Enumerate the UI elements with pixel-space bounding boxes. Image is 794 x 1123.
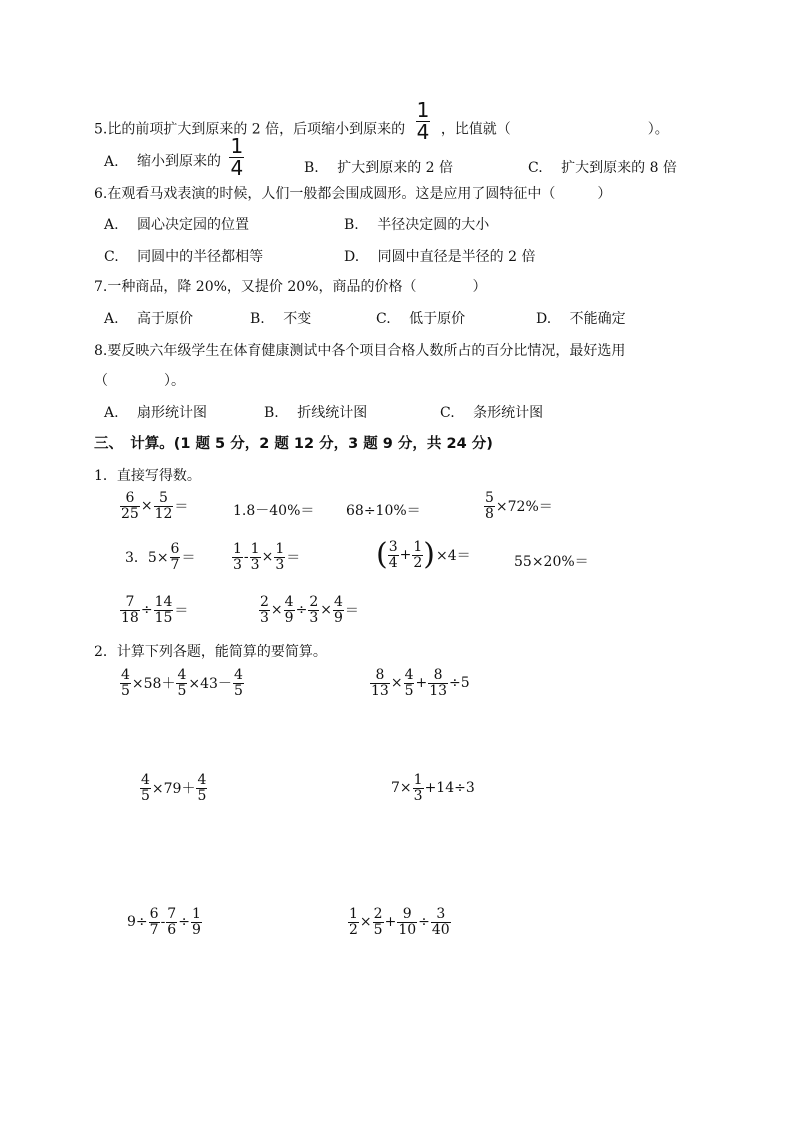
q6-option-c[interactable]: C. 同圆中的半径都相等: [104, 249, 264, 265]
q5-option-b[interactable]: B. 扩大到原来的 2 倍: [304, 160, 454, 176]
oral-expression-8: 55×20%＝: [514, 554, 589, 570]
q6-option-a[interactable]: A. 圆心决定园的位置: [104, 217, 250, 233]
fraction: $\frac{4}{5}$: [197, 772, 207, 804]
oral-expression-4: $\frac{5}{8}$ ×72%＝: [485, 490, 553, 522]
fraction: $\frac{1}{9}$: [191, 906, 201, 938]
fraction: $\frac{3}{40}$: [431, 906, 450, 938]
calc-problem-4: 7× $\frac{1}{3}$ +14÷3: [391, 772, 475, 804]
q7-option-a[interactable]: A. 高于原价: [104, 311, 194, 327]
question-8-text: 8.要反映六年级学生在体育健康测试中各个项目合格人数所占的百分比情况，最好选用: [94, 343, 626, 359]
calc-problem-2: $\frac{8}{13}$ × $\frac{4}{5}$ + $\frac{8}{13}$ ÷5: [371, 667, 470, 699]
fraction: $\frac{6}{7}$: [149, 906, 159, 938]
q7-option-c[interactable]: C. 低于原价: [376, 311, 466, 327]
fraction: $\frac{5}{12}$: [154, 490, 173, 522]
q5-option-a[interactable]: A. 缩小到原来的 $\frac{1}{4}$: [104, 134, 244, 180]
subsection-1-title: 1．直接写得数。: [94, 468, 201, 484]
fraction: $\frac{3}{4}$: [388, 539, 398, 571]
fraction: $\frac{6}{7}$: [170, 541, 180, 573]
q6-option-b[interactable]: B. 半径决定圆的大小: [344, 217, 490, 233]
oral-expression-3: 68÷10%＝: [346, 503, 421, 519]
fraction: $\frac{6}{25}$: [121, 490, 139, 522]
fraction: $\frac{4}{5}$: [404, 667, 414, 699]
oral-expression-7: ( $\frac{3}{4}$ + $\frac{1}{2}$ )×4＝: [376, 537, 471, 573]
fraction: $\frac{1}{3}$: [233, 541, 242, 573]
fraction: $\frac{4}{9}$: [284, 594, 294, 626]
question-6-text: 6.在观看马戏表演的时候，人们一般都会围成圆形。这是应用了圆特征中（ ）: [94, 186, 612, 202]
fraction: $\frac{4}{9}$: [333, 594, 343, 626]
q7-option-d[interactable]: D. 不能确定: [536, 311, 626, 327]
question-5-text: 5.比的前项扩大到原来的 2 倍，后项缩小到原来的: [94, 121, 406, 138]
calc-problem-3: $\frac{4}{5}$ ×79＋ $\frac{4}{5}$: [141, 772, 207, 804]
q8-option-c[interactable]: C. 条形统计图: [440, 405, 544, 421]
fraction: $\frac{1}{3}$: [275, 541, 285, 573]
fraction: $\frac{4}{5}$: [177, 667, 187, 699]
fraction: $\frac{2}{3}$: [309, 594, 319, 626]
fraction: $\frac{2}{5}$: [373, 906, 383, 938]
oral-expression-9: $\frac{7}{18}$ ÷ $\frac{14}{15}$ ＝: [121, 594, 189, 626]
fraction: $\frac{7}{18}$: [121, 594, 139, 626]
question-5: 5.比的前项扩大到原来的 2 倍，后项缩小到原来的 $\frac{1}{4}$ ，比值就（ ）。: [94, 98, 669, 144]
calc-problem-1: $\frac{4}{5}$ ×58＋ $\frac{4}{5}$ ×43－ $\frac{4}{5}$: [121, 667, 243, 699]
oral-expression-1: $\frac{6}{25}$ × $\frac{5}{12}$ ＝: [121, 490, 189, 522]
calc-problem-6: $\frac{1}{2}$ × $\frac{2}{5}$ + $\frac{9}{10}$ ÷ $\frac{3}{40}$: [349, 906, 450, 938]
fraction: $\frac{14}{15}$: [154, 594, 173, 626]
oral-expression-10: $\frac{2}{3}$ × $\frac{4}{9}$ ÷ $\frac{2}{3}$ × $\frac{4}{9}$ ＝: [260, 594, 359, 626]
fraction: $\frac{2}{3}$: [260, 594, 269, 626]
answer-blank[interactable]: （ ）。: [94, 373, 185, 389]
fraction: $\frac{1}{3}$: [413, 772, 423, 804]
fraction: $\frac{1}{3}$: [250, 541, 260, 573]
calc-problem-5: 9÷ $\frac{6}{7}$ - $\frac{7}{6}$ ÷ $\frac{1}{9}$: [127, 906, 201, 938]
q8-option-a[interactable]: A. 扇形统计图: [104, 405, 208, 421]
fraction-one-quarter: $\frac{1}{4}$: [230, 134, 244, 180]
oral-expression-2: 1.8－40%＝: [233, 503, 315, 519]
fraction: $\frac{1}{2}$: [349, 906, 358, 938]
fraction: $\frac{7}{6}$: [167, 906, 177, 938]
fraction: $\frac{4}{5}$: [233, 667, 243, 699]
q7-option-b[interactable]: B. 不变: [250, 311, 312, 327]
subsection-2-title: 2．计算下列各题，能简算的要简算。: [94, 644, 327, 660]
q8-option-b[interactable]: B. 折线统计图: [264, 405, 368, 421]
fraction: $\frac{5}{8}$: [485, 490, 494, 522]
fraction: $\frac{1}{2}$: [413, 539, 423, 571]
oral-expression-6: $\frac{1}{3}$ - $\frac{1}{3}$ × $\frac{1}{3}$ ＝: [233, 541, 301, 573]
fraction-one-quarter: $\frac{1}{4}$: [416, 98, 430, 144]
fraction: $\frac{9}{10}$: [398, 906, 417, 938]
question-7-text: 7.一种商品，降 20%，又提价 20%，商品的价格（ ）: [94, 279, 487, 295]
fraction: $\frac{8}{13}$: [429, 667, 448, 699]
fraction: $\frac{4}{5}$: [141, 772, 150, 804]
q6-option-d[interactable]: D. 同圆中直径是半径的 2 倍: [344, 249, 536, 265]
oral-expression-5: 3．5× $\frac{6}{7}$ ＝: [125, 541, 196, 573]
q5-option-c[interactable]: C. 扩大到原来的 8 倍: [528, 160, 677, 176]
fraction: $\frac{8}{13}$: [371, 667, 389, 699]
section-3-title: 三、 计算。(1 题 5 分，2 题 12 分，3 题 9 分，共 24 分): [94, 436, 493, 452]
fraction: $\frac{4}{5}$: [121, 667, 130, 699]
